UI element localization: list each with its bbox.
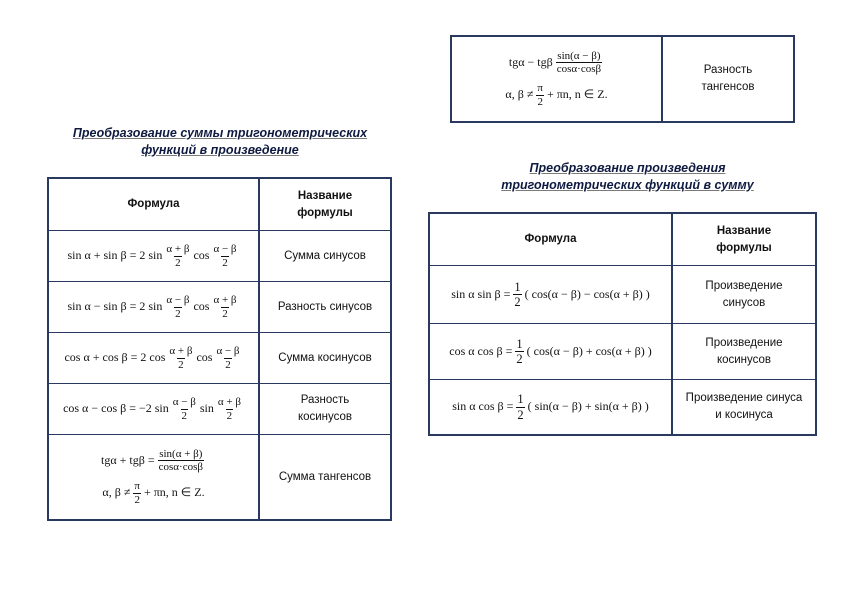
tan-difference-row xyxy=(452,37,793,121)
formula-lhs: tgα + tgβ = xyxy=(101,453,155,468)
formula-cell xyxy=(49,282,260,332)
formula-name: Разность синусов xyxy=(277,300,373,313)
formula-cell xyxy=(430,380,673,434)
fraction-numerator: α + β xyxy=(213,293,237,306)
fraction-denominator: 2 xyxy=(178,358,184,371)
header-name: Название формулы xyxy=(297,189,353,219)
formula-func: cos xyxy=(193,299,210,314)
table-header-row xyxy=(430,214,815,266)
formula-denominator: cosα·cosβ xyxy=(556,63,602,76)
fraction-denominator: 2 xyxy=(175,307,181,320)
fraction-numerator: α + β xyxy=(217,395,241,408)
fraction-numerator: 1 xyxy=(514,279,521,294)
fraction-numerator: 1 xyxy=(516,336,523,351)
fraction-denominator: cosα·cosβ xyxy=(158,461,203,474)
formula-lhs: cos α + cos β = 2 cos xyxy=(64,350,166,365)
header-name: Название формулы xyxy=(716,224,772,254)
tan-difference-formula xyxy=(452,37,663,121)
formula-rhs: ( cos(α − β) − cos(α + β) ) xyxy=(524,286,650,301)
fraction-numerator: α + β xyxy=(169,344,193,357)
fraction-denominator: 2 xyxy=(225,358,231,371)
condition-numerator: π xyxy=(537,82,543,94)
fraction-numerator: α − β xyxy=(172,395,196,408)
formula-lhs: cos α cos β = xyxy=(449,343,513,358)
formula-name: Произведение синусов xyxy=(705,279,783,309)
condition-denominator: 2 xyxy=(537,95,543,108)
table-row xyxy=(49,384,390,435)
fraction-denominator: 2 xyxy=(517,407,524,422)
formula-func: cos xyxy=(196,350,213,365)
right-section-title: Преобразование произведения тригонометрических функций в сумму xyxy=(501,161,754,192)
left-section-title: Преобразование суммы тригонометрических функций в произведение xyxy=(72,126,368,157)
fraction-denominator: 2 xyxy=(516,352,523,366)
fraction-denominator: 2 xyxy=(181,409,188,422)
formula-cell xyxy=(49,435,260,519)
formula-cell xyxy=(49,333,260,383)
table-row xyxy=(49,231,390,282)
formula-func: sin xyxy=(199,401,214,416)
header-formula: Формула xyxy=(49,179,260,230)
fraction-numerator: α − β xyxy=(213,242,237,255)
condition-rhs: + πn, n ∈ Z. xyxy=(143,485,205,500)
formula-name: Произведение косинусов xyxy=(705,336,783,366)
table-row xyxy=(49,282,390,333)
fraction-denominator: 2 xyxy=(514,295,521,309)
condition-lhs: α, β ≠ xyxy=(102,485,131,500)
condition-lhs: α, β ≠ xyxy=(505,87,534,102)
formula-name: Разность косинусов xyxy=(297,394,353,423)
formula-name: Сумма косинусов xyxy=(278,351,372,364)
formula-lhs: cos α − cos β = −2 sin xyxy=(63,401,169,416)
formula-rhs: ( cos(α − β) + cos(α + β) ) xyxy=(526,343,652,358)
table-row xyxy=(430,380,815,434)
formula-rhs: ( sin(α − β) + sin(α + β) ) xyxy=(527,399,649,414)
formula-cell xyxy=(430,324,673,379)
tan-difference-name: Разность тангенсов xyxy=(701,64,755,93)
fraction-numerator: sin(α + β) xyxy=(159,447,203,460)
formula-cell xyxy=(49,231,260,281)
header-formula: Формула xyxy=(430,214,673,265)
table-row xyxy=(430,324,815,380)
table-row xyxy=(49,435,390,519)
formula-lhs: sin α + sin β = 2 sin xyxy=(67,248,163,263)
fraction-denominator: 2 xyxy=(222,256,228,269)
formula-name: Сумма тангенсов xyxy=(278,470,372,483)
fraction-denominator: 2 xyxy=(222,307,228,320)
product-to-sum-table xyxy=(428,212,817,436)
formula-name: Сумма синусов xyxy=(284,249,366,262)
formula-lhs: sin α sin β = xyxy=(451,286,511,301)
sum-to-product-table xyxy=(47,177,392,521)
formula-lhs: tgα − tgβ xyxy=(508,55,553,70)
table-row xyxy=(430,266,815,324)
formula-numerator: sin(α − β) xyxy=(557,49,601,62)
fraction-numerator: 1 xyxy=(517,392,524,407)
formula-lhs: sin α cos β = xyxy=(452,399,514,414)
tan-difference-table xyxy=(450,35,795,123)
condition-numerator: π xyxy=(134,480,140,492)
fraction-denominator: 2 xyxy=(175,256,181,269)
fraction-denominator: 2 xyxy=(226,409,233,422)
table-row xyxy=(49,333,390,384)
formula-lhs: sin α − sin β = 2 sin xyxy=(67,299,163,314)
formula-name: Произведение синуса и косинуса xyxy=(685,392,803,421)
formula-cell xyxy=(430,266,673,323)
table-header-row xyxy=(49,179,390,231)
formula-cell xyxy=(49,384,260,434)
fraction-numerator: α + β xyxy=(166,242,190,255)
condition-denominator: 2 xyxy=(134,493,140,506)
fraction-numerator: α − β xyxy=(216,344,240,357)
fraction-numerator: α − β xyxy=(166,293,190,306)
condition-rhs: + πn, n ∈ Z. xyxy=(546,87,608,102)
formula-func: cos xyxy=(193,248,210,263)
